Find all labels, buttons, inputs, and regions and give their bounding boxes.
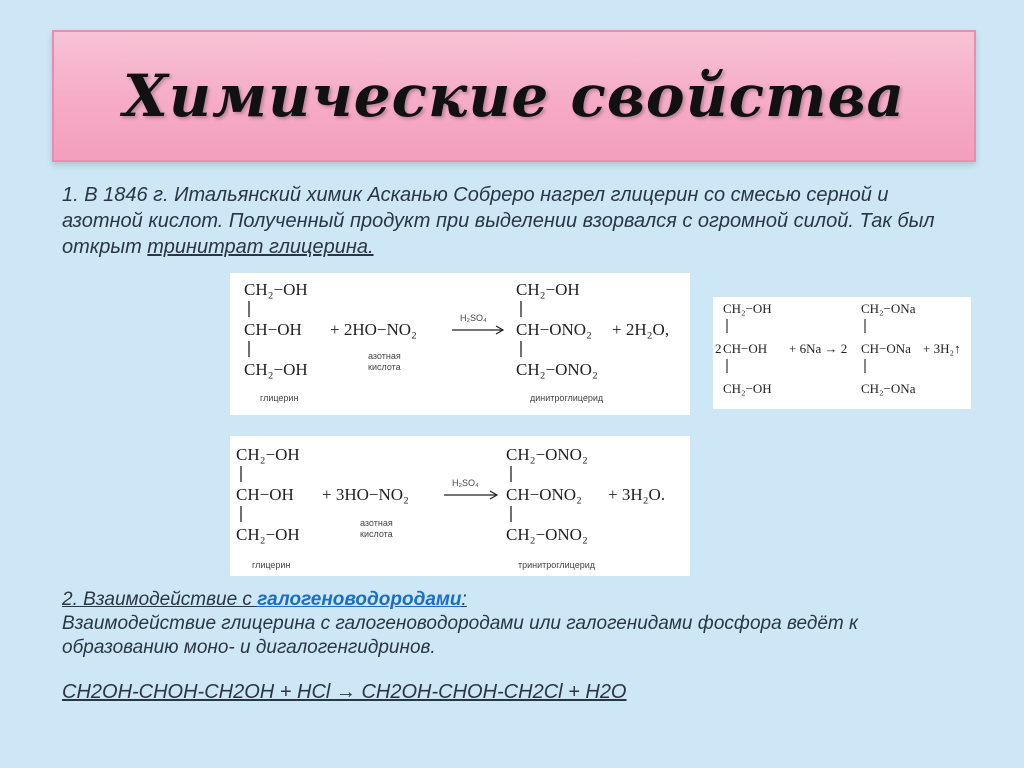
paragraph-history <box>62 182 972 260</box>
r1-label-acid-0: азотная <box>368 351 401 361</box>
r3-left-2: CH₂−OH <box>723 381 772 396</box>
r1-left-1: CH−OH <box>244 320 302 339</box>
r2-right-0: CH₂−ONO₂ <box>506 445 588 464</box>
reaction-trinitro-panel <box>230 436 690 576</box>
section-halogen-prefix: 2. Взаимодействие с <box>62 589 258 610</box>
r2-reagent: + 3HO−NO₂ <box>322 485 409 504</box>
r2-right-1: CH−ONO₂ <box>506 485 582 504</box>
r3-right-2: CH₂−ONa <box>861 381 916 396</box>
r1-catalyst: H₂SO₄ <box>460 313 487 323</box>
paragraph-history-text: 1. В 1846 г. Итальянский химик Асканью Собреро нагрел глицерин со смесью серной и азотной кислот. Полученный продукт при выделении взорвался с огромной силой. Так был открыт <box>62 184 935 258</box>
r1-reagent: + 2HO−NO₂ <box>330 320 417 339</box>
r2-label-product: тринитроглицерид <box>518 560 595 570</box>
r3-right-1: CH−ONa <box>861 341 911 356</box>
r1-right-2: CH₂−ONO₂ <box>516 360 598 379</box>
slide-title: Химические свойства <box>122 62 906 130</box>
trinitrate-link-text: тринитрат глицерина. <box>147 236 374 258</box>
r1-tail: + 2H₂O, <box>612 320 670 339</box>
r2-left-0: CH₂−OH <box>236 445 300 464</box>
r2-catalyst: H₂SO₄ <box>452 478 479 488</box>
r1-label-product: динитроглицерид <box>530 393 604 403</box>
r3-reagent: + 6Na → 2 <box>789 341 848 356</box>
r3-left-1: CH−OH <box>723 341 768 356</box>
r2-label-acid-0: азотная <box>360 518 393 528</box>
section-halogen <box>62 588 972 660</box>
section-halogen-body: Взаимодействие глицерина с галогеноводородами или галогенидами фосфора ведёт к образованию моно- и дигалогенгидринов. <box>62 613 858 658</box>
r1-left-2: CH₂−OH <box>244 360 308 379</box>
halogen-link[interactable]: галогеноводородами <box>257 589 462 610</box>
r2-left-1: CH−OH <box>236 485 294 504</box>
reaction-dinitro-panel <box>230 273 690 415</box>
r3-tail: + 3H₂↑ <box>923 341 961 356</box>
section-halogen-heading <box>62 588 972 612</box>
hcl-equation: CH2OH-CHOH-CH2OH + HCl → CH2OH-CHOH-CH2Cl + H2O <box>62 681 627 703</box>
r1-left-0: CH₂−OH <box>244 280 308 299</box>
r2-tail: + 3H₂O. <box>608 485 666 504</box>
r2-label-glycerin: глицерин <box>252 560 291 570</box>
r1-right-1: CH−ONO₂ <box>516 320 592 339</box>
r1-label-acid-1: кислота <box>368 362 401 372</box>
reaction-sodium-panel <box>713 297 971 409</box>
r3-coef: 2 <box>715 341 722 356</box>
section-halogen-suffix: : <box>461 589 467 610</box>
title-banner <box>52 30 976 162</box>
r3-left-0: CH₂−OH <box>723 301 772 316</box>
r1-right-0: CH₂−OH <box>516 280 580 299</box>
r2-left-2: CH₂−OH <box>236 525 300 544</box>
r1-label-glycerin: глицерин <box>260 393 299 403</box>
r2-label-acid-1: кислота <box>360 529 393 539</box>
r3-right-0: CH₂−ONa <box>861 301 916 316</box>
r2-right-2: CH₂−ONO₂ <box>506 525 588 544</box>
